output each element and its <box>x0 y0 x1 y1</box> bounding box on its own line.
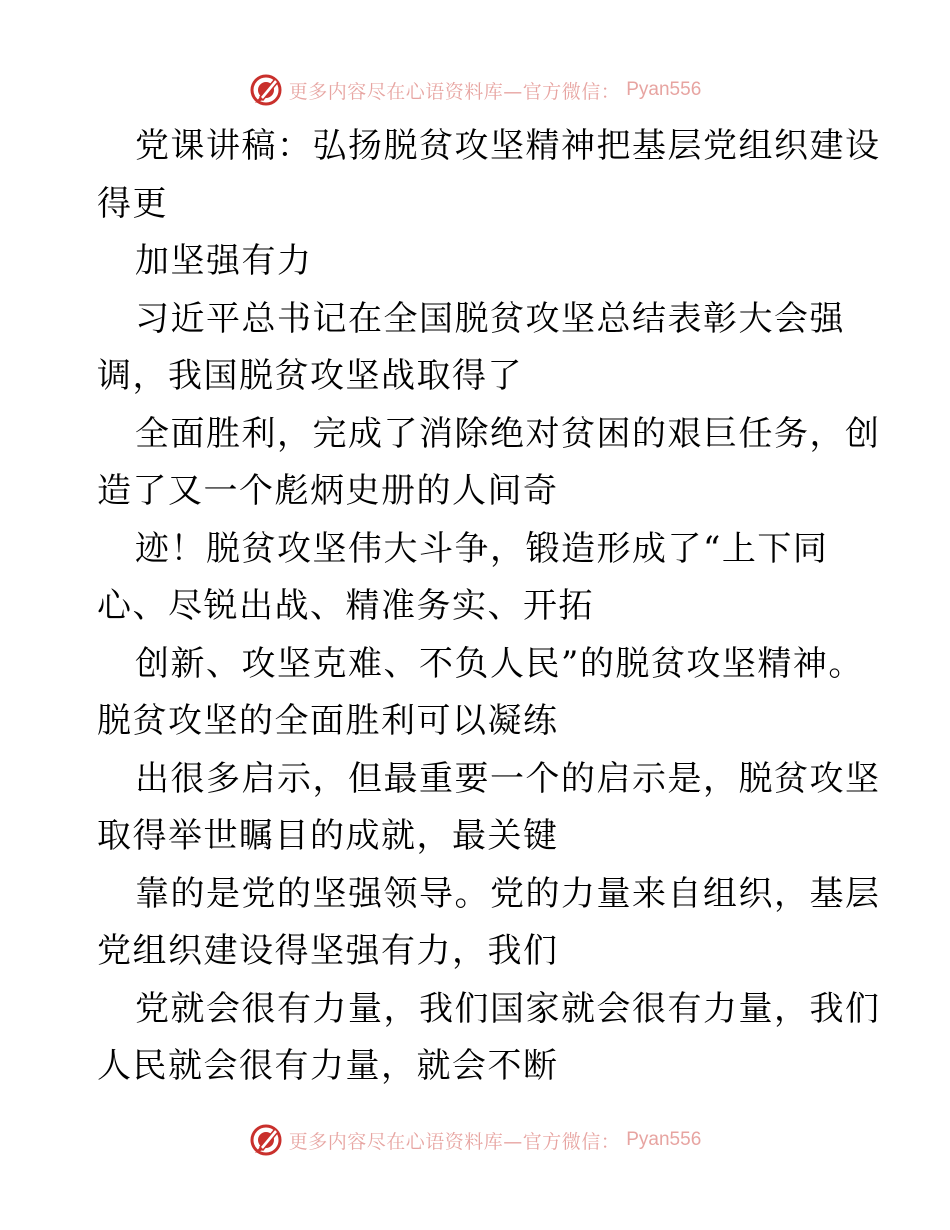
text-line: 人民就会很有力量，就会不断 <box>97 1046 559 1086</box>
watermark-text: 更多内容尽在心语资料库—官方微信： <box>288 1130 621 1153</box>
watermark-wechat-id: Pyan556 <box>626 1129 702 1150</box>
text-line: 靠的是党的坚强领导。党的力量来自组织，基层 <box>135 873 881 914</box>
text-line: 造了又一个彪炳史册的人间奇 <box>97 471 559 511</box>
header-watermark <box>0 70 950 110</box>
pen-logo-icon <box>249 73 283 107</box>
text-line: 党组织建设得坚强有力，我们 <box>97 931 559 971</box>
text-line: 得更 <box>97 183 168 224</box>
text-line: 党就会很有力量，我们国家就会很有力量，我们 <box>135 988 881 1029</box>
text-line: 加坚强有力 <box>135 241 313 281</box>
pen-logo-icon <box>249 1123 283 1157</box>
text-line: 调，我国脱贫攻坚战取得了 <box>97 356 523 396</box>
text-line: 脱贫攻坚的全面胜利可以凝练 <box>97 701 559 741</box>
watermark-text: 更多内容尽在心语资料库—官方微信： <box>288 80 621 103</box>
footer-watermark <box>0 1120 950 1160</box>
text-line: 党课讲稿：弘扬脱贫攻坚精神把基层党组织建设 <box>135 126 881 166</box>
text-line: 习近平总书记在全国脱贫攻坚总结表彰大会强 <box>135 298 845 339</box>
text-line: 心、尽锐出战、精准务实、开拓 <box>97 586 594 626</box>
text-line: 取得举世瞩目的成就，最关键 <box>97 816 559 856</box>
text-line: 出很多启示，但最重要一个的启示是，脱贫攻坚 <box>135 758 881 799</box>
watermark-wechat-id: Pyan556 <box>626 79 702 100</box>
text-line: 全面胜利，完成了消除绝对贫困的艰巨任务，创 <box>135 413 881 454</box>
text-line: 迹！脱贫攻坚伟大斗争，锻造形成了“上下同 <box>135 528 829 569</box>
text-line: 创新、攻坚克难、不负人民”的脱贫攻坚精神。 <box>135 643 864 684</box>
document-body <box>97 118 881 1096</box>
